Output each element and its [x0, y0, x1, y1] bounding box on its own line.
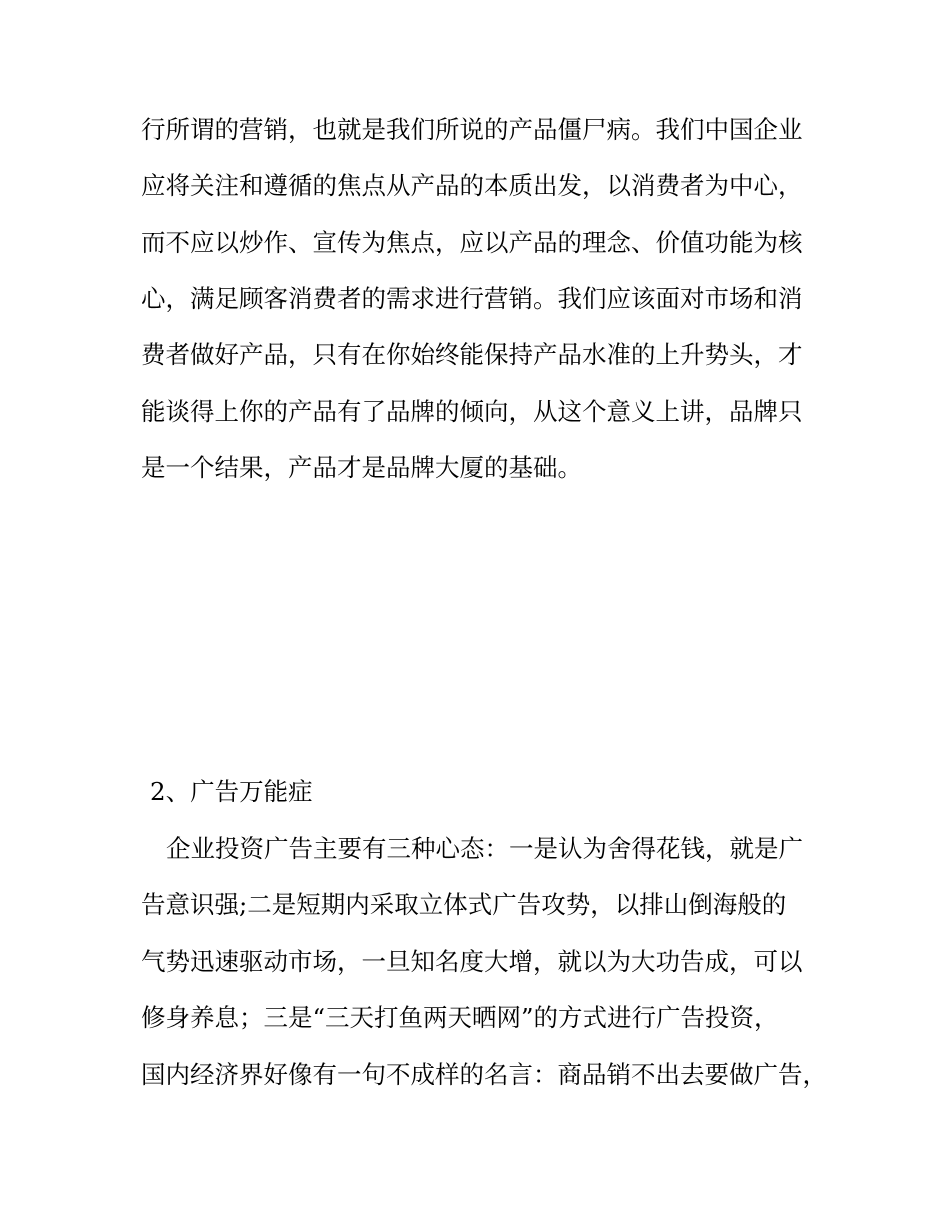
paragraph-line: 告意识强;二是短期内采取立体式广告攻势，以排山倒海般的 [141, 890, 787, 919]
paragraph-line: 国内经济界好像有一句不成样的名言：商品销不出去要做广告， [141, 1060, 827, 1089]
paragraph-line: 气势迅速驱动市场，一旦知名度大增，就以为大功告成，可以 [141, 947, 803, 976]
paragraph-line: 应将关注和遵循的焦点从产品的本质出发，以消费者为中心， [141, 171, 803, 200]
paragraph-line: 费者做好产品，只有在你始终能保持产品水准的上升势头，才 [141, 340, 803, 369]
paragraph-line: 企业投资广告主要有三种心态：一是认为舍得花钱，就是广 [166, 834, 803, 863]
paragraph-line: 行所谓的营销，也就是我们所说的产品僵尸病。我们中国企业 [141, 115, 803, 144]
paragraph-line: 是一个结果，产品才是品牌大厦的基础。 [141, 453, 582, 482]
paragraph-line: 修身养息；三是“三天打鱼两天晒网”的方式进行广告投资， [141, 1003, 779, 1032]
paragraph-line: 能谈得上你的产品有了品牌的倾向，从这个意义上讲，品牌只 [141, 397, 803, 426]
paragraph-line: 心，满足顾客消费者的需求进行营销。我们应该面对市场和消 [141, 284, 803, 313]
section-heading: 2、广告万能症 [150, 777, 313, 806]
paragraph-line: 而不应以炒作、宣传为焦点，应以产品的理念、价值功能为核 [141, 228, 803, 257]
